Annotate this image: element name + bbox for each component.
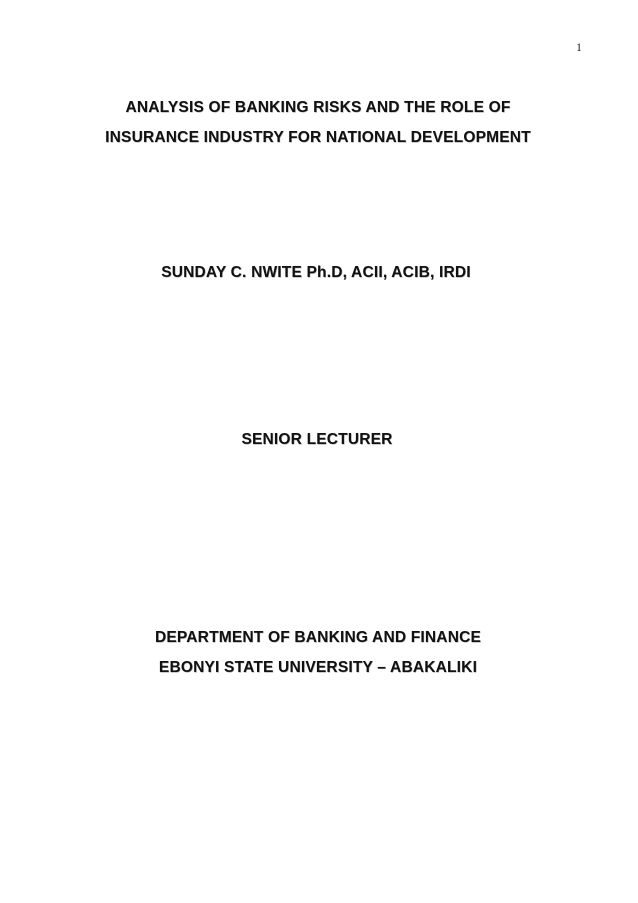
institution-block [0, 623, 637, 683]
document-title [0, 93, 637, 153]
university-name: EBONYI STATE UNIVERSITY – ABAKALIKI [158, 659, 478, 676]
page-number: 1 [576, 40, 582, 54]
author-position: SENIOR LECTURER [241, 431, 393, 448]
position-block [0, 425, 636, 455]
author-name: SUNDAY C. NWITE Ph.D, ACII, ACIB, IRDI [161, 264, 471, 281]
department-name: DEPARTMENT OF BANKING AND FINANCE [154, 629, 482, 646]
title-line-1: ANALYSIS OF BANKING RISKS AND THE ROLE OF [125, 99, 511, 116]
author-block [0, 258, 635, 288]
title-line-2: INSURANCE INDUSTRY FOR NATIONAL DEVELOPMENT [105, 129, 531, 146]
